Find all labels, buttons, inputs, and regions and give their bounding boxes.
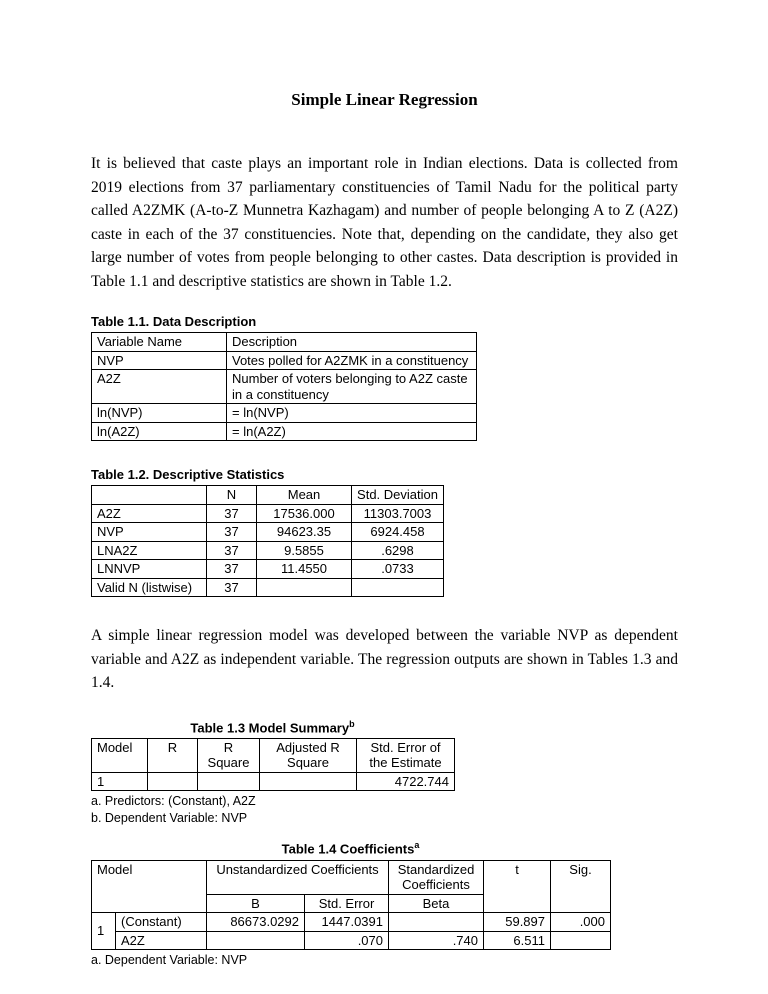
table-row — [92, 772, 455, 791]
table-row — [92, 351, 477, 370]
footnote-b: b. Dependent Variable: NVP — [91, 810, 248, 825]
table-1-3-model-summary — [91, 738, 455, 792]
table-header-row — [92, 860, 611, 894]
cell-t: 59.897 — [484, 913, 551, 932]
caption-superscript: b — [349, 718, 355, 729]
cell-b — [207, 931, 305, 950]
cell-r — [148, 772, 198, 791]
table-row — [92, 560, 444, 579]
table-header-row — [92, 333, 477, 352]
table-row — [92, 523, 444, 542]
column-header-std-error-estimate: Std. Error of the Estimate — [357, 738, 455, 772]
cell-variable: NVP — [92, 523, 207, 542]
column-subheader-b: B — [207, 894, 305, 913]
table-row — [92, 504, 444, 523]
table-row — [92, 541, 444, 560]
cell-sig: .000 — [551, 913, 611, 932]
footnote-a: a. Dependent Variable: NVP — [91, 953, 248, 968]
cell-mean: 94623.35 — [257, 523, 352, 542]
cell-std-deviation: .0733 — [352, 560, 444, 579]
document-content — [91, 90, 678, 969]
column-header-r-square: R Square — [198, 738, 260, 772]
intro-paragraph: It is believed that caste plays an important role in Indian elections. Data is collected from 2019 elections from 37 parliamentary constituencies of Tamil Nadu for the political party called A2ZMK (A-to-Z Munnetra Kazhagam) and number of people belonging A to Z (A2Z) caste in each of the 37 constituencies. Note that, depending on the candidate, they also get large number of votes from people belonging to other castes. Data description is provided in Table 1.1 and descriptive statistics are shown in Table 1.2. — [91, 155, 678, 290]
column-header-description: Description — [227, 333, 477, 352]
cell-variable-name: ln(A2Z) — [92, 422, 227, 441]
caption-text: Table 1.4 Coefficients — [281, 841, 415, 857]
cell-variable: LNNVP — [92, 560, 207, 579]
cell-mean: 17536.000 — [257, 504, 352, 523]
cell-n: 37 — [207, 560, 257, 579]
cell-variable: LNA2Z — [92, 541, 207, 560]
cell-mean — [257, 578, 352, 597]
table-1-3-caption — [91, 719, 454, 735]
cell-mean: 11.4550 — [257, 560, 352, 579]
table-header-row — [92, 486, 444, 505]
column-header-standardized-coefficients: Standardized Coefficients — [389, 860, 484, 894]
page-title: Simple Linear Regression — [291, 90, 478, 109]
cell-variable-name: NVP — [92, 351, 227, 370]
column-header-unstandardized-coefficients: Unstandardized Coefficients — [207, 860, 389, 894]
cell-adjusted-r-square — [260, 772, 357, 791]
cell-variable: Valid N (listwise) — [92, 578, 207, 597]
column-header-sig: Sig. — [551, 860, 611, 913]
regression-paragraph: A simple linear regression model was developed between the variable NVP as dependent variable and A2Z as independent variable. The regression outputs are shown in Tables 1.3 and 1.4. — [91, 627, 678, 691]
table-row — [92, 370, 477, 404]
table-row — [92, 578, 444, 597]
column-header-std-deviation: Std. Deviation — [352, 486, 444, 505]
column-header-model: Model — [92, 860, 207, 913]
cell-beta — [389, 913, 484, 932]
cell-std-error: .070 — [305, 931, 389, 950]
cell-predictor-label: (Constant) — [116, 913, 207, 932]
cell-n: 37 — [207, 523, 257, 542]
table-header-row — [92, 738, 455, 772]
cell-model-number: 1 — [92, 913, 116, 950]
cell-variable-name: ln(NVP) — [92, 404, 227, 423]
cell-description: Number of voters belonging to A2Z caste in a constituency — [227, 370, 477, 404]
cell-std-error: 1447.0391 — [305, 913, 389, 932]
cell-variable: A2Z — [92, 504, 207, 523]
column-header-t: t — [484, 860, 551, 913]
cell-std-deviation — [352, 578, 444, 597]
caption-superscript: a — [414, 840, 420, 851]
caption-text: Table 1.3 Model Summary — [190, 719, 350, 735]
column-subheader-std-error: Std. Error — [305, 894, 389, 913]
cell-std-deviation: 6924.458 — [352, 523, 444, 542]
column-header-variable-name: Variable Name — [92, 333, 227, 352]
cell-beta: .740 — [389, 931, 484, 950]
table-1-4-caption — [91, 840, 610, 856]
cell-std-deviation: 11303.7003 — [352, 504, 444, 523]
column-header-adjusted-r-square: Adjusted R Square — [260, 738, 357, 772]
cell-model: 1 — [92, 772, 148, 791]
table-1-2-caption: Table 1.2. Descriptive Statistics — [91, 467, 285, 482]
table-row-constant — [92, 913, 611, 932]
cell-description: Votes polled for A2ZMK in a constituency — [227, 351, 477, 370]
cell-std-error-estimate: 4722.744 — [357, 772, 455, 791]
cell-t: 6.511 — [484, 931, 551, 950]
column-header-n: N — [207, 486, 257, 505]
cell-description: = ln(A2Z) — [227, 422, 477, 441]
cell-std-deviation: .6298 — [352, 541, 444, 560]
cell-b: 86673.0292 — [207, 913, 305, 932]
table-1-4-coefficients — [91, 860, 611, 951]
cell-mean: 9.5855 — [257, 541, 352, 560]
column-header-r: R — [148, 738, 198, 772]
cell-sig — [551, 931, 611, 950]
column-header-model: Model — [92, 738, 148, 772]
cell-r-square — [198, 772, 260, 791]
column-header-mean: Mean — [257, 486, 352, 505]
table-1-1-data-description — [91, 332, 477, 441]
table-row-a2z — [92, 931, 611, 950]
cell-description: = ln(NVP) — [227, 404, 477, 423]
cell-n: 37 — [207, 504, 257, 523]
table-row — [92, 404, 477, 423]
table-1-1-caption: Table 1.1. Data Description — [91, 314, 257, 329]
cell-n: 37 — [207, 578, 257, 597]
footnote-a: a. Predictors: (Constant), A2Z — [91, 794, 256, 809]
column-header-blank — [92, 486, 207, 505]
column-subheader-beta: Beta — [389, 894, 484, 913]
cell-variable-name: A2Z — [92, 370, 227, 404]
table-row — [92, 422, 477, 441]
cell-n: 37 — [207, 541, 257, 560]
cell-predictor-label: A2Z — [116, 931, 207, 950]
table-1-2-descriptive-statistics — [91, 485, 444, 597]
